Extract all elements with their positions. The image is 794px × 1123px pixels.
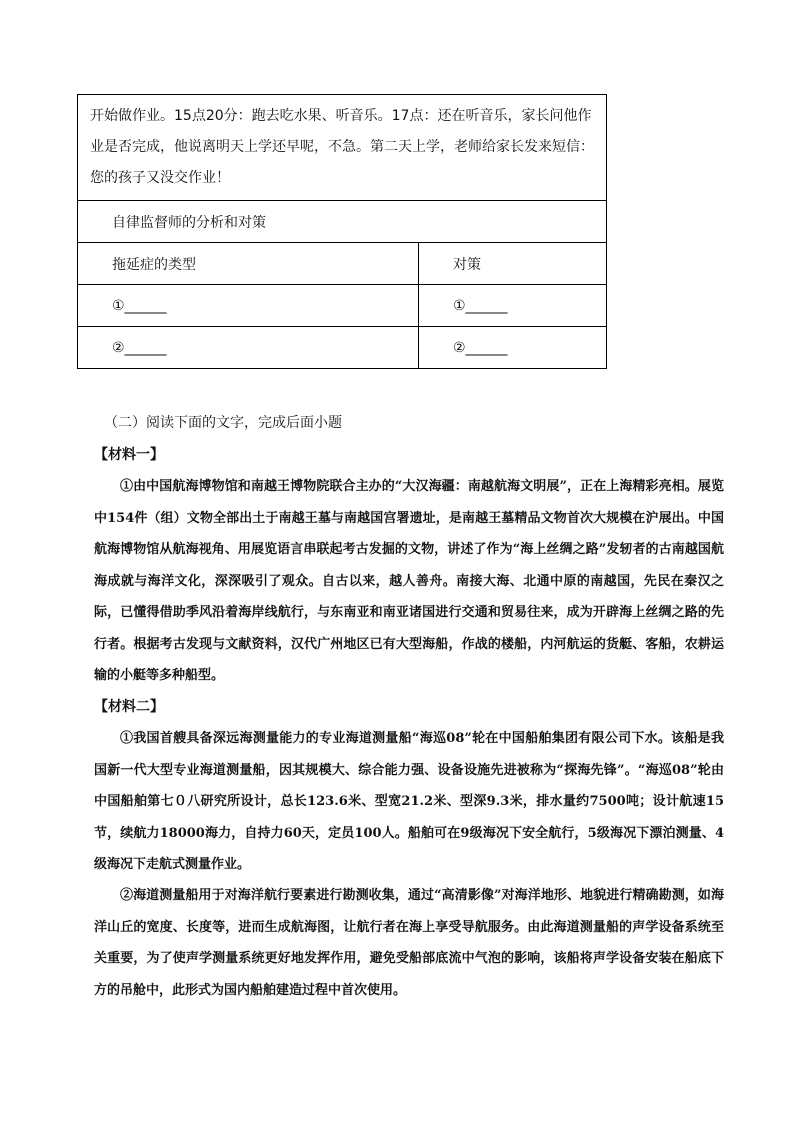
material-two-label: 【材料二】 xyxy=(94,699,164,715)
analysis-heading: 自律监督师的分析和对策 xyxy=(78,201,607,243)
story-text: 开始做作业。15点20分：跑去吃水果、听音乐。17点：还在听音乐，家长问他作业是否完成，他说离明天上学还早呢，不急。第二天上学，老师给家长发来短信：您的孩子又没交作业！ xyxy=(90,108,594,186)
material-two-paragraph-1: ①我国首艘具备深远海测量能力的专业海道测量船“海巡08”轮在中国船舶集团有限公司下水。该船是我国新一代大型专业海道测量船，因其规模大、综合能力强、设备设施先进被称为“探海先锋”。“海巡08”轮由中国船舶第七０八研究所设计，总长123.6米、型宽21.2米、型深9.3米，排水量约7500吨；设计航速15节，续航力18000海力，自持力60天，定员100人。船舶可在9级海况下安全航行，5级海况下漂泊测量、4级海况下走航式测量作业。 xyxy=(94,731,724,872)
procrastination-table xyxy=(77,94,607,369)
material-one-label: 【材料一】 xyxy=(94,447,164,463)
column-header-type: 拖延症的类型 xyxy=(78,243,419,285)
material-two-paragraph-2: ②海道测量船用于对海洋航行要素进行勘测收集，通过“高清影像”对海洋地形、地貌进行精确勘测，如海洋山丘的宽度、长度等，进而生成航海图，让航行者在海上享受导航服务。由此海道测量船的声学设备系统至关重要，为了使声学测量系统更好地发挥作用，避免受船部底流中气泡的影响，该船将声学设备安装在船底下方的吊舱中，此形式为国内船舶建造过程中首次使用。 xyxy=(94,888,724,998)
blank-strategy-2: ②______ xyxy=(419,327,607,369)
blank-type-1: ①______ xyxy=(78,285,419,327)
material-one-paragraph: ①由中国航海博物馆和南越王博物院联合主办的“大汉海疆：南越航海文明展”，正在上海精彩亮相。展览中154件（组）文物全部出土于南越王墓与南越国宫署遗址，是南越王墓精品文物首次大规模在沪展出。中国航海博物馆从航海视角、用展览语言串联起考古发掘的文物，讲述了作为“海上丝绸之路”发轫者的古南越国航海成就与海洋文化，深深吸引了观众。自古以来，越人善舟。南接大海、北通中原的南越国，先民在秦汉之际，已懂得借助季风沿着海岸线航行，与东南亚和南亚诸国进行交通和贸易往来，成为开辟海上丝绸之路的先行者。根据考古发现与文献资料，汉代广州地区已有大型海船，作战的楼船，内河航运的货艇、客船，农耕运输的小艇等多种船型。 xyxy=(94,479,724,683)
section-title: （二）阅读下面的文字，完成后面小题 xyxy=(104,415,342,431)
blank-type-2: ②______ xyxy=(78,327,419,369)
column-header-strategy: 对策 xyxy=(419,243,607,285)
story-cell xyxy=(78,95,607,201)
blank-strategy-1: ①______ xyxy=(419,285,607,327)
